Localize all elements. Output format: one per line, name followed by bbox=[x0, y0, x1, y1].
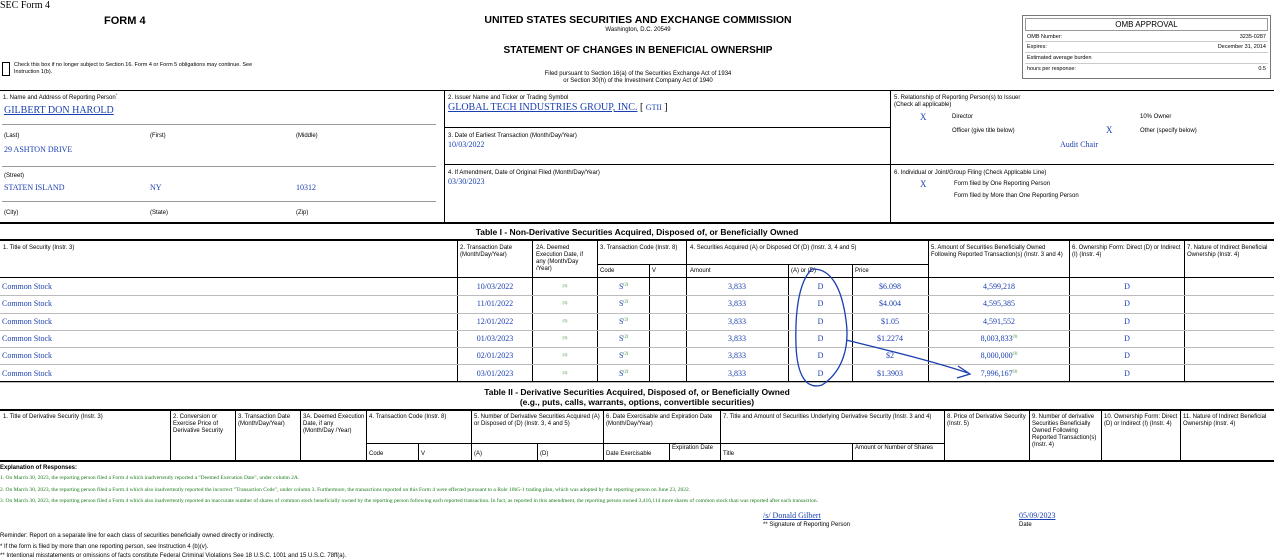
cell-title: Common Stock bbox=[2, 368, 53, 378]
signature-name[interactable]: /s/ Donald Gilbert bbox=[763, 511, 821, 520]
cell-code-footnote: (2) bbox=[623, 350, 629, 356]
cell-form: D bbox=[1124, 282, 1130, 291]
t2-h-v-sub: V bbox=[421, 451, 426, 457]
cell-price: $4.004 bbox=[879, 299, 901, 309]
t2-h-exercisable-sub: Date Exercisable bbox=[606, 451, 652, 457]
t1-h-aord: (A) or (D) bbox=[791, 268, 816, 274]
cell-owned-footnote: (3) bbox=[1012, 333, 1018, 339]
cell-owned-value: 8,003,833 bbox=[980, 333, 1013, 343]
t1-h-owned: 5. Amount of Securities Beneficially Owned Following Reported Transaction(s) (Instr. 3 and 4) bbox=[931, 245, 1063, 258]
last-label: (Last) bbox=[4, 133, 20, 139]
cell-code-footnote: (2) bbox=[623, 367, 629, 373]
other-label: Other (specify below) bbox=[1140, 128, 1197, 134]
director-label: Director bbox=[952, 114, 974, 120]
t2-h-title: 1. Title of Derivative Security (Instr. 3) bbox=[3, 414, 103, 420]
box5-label: 5. Relationship of Reporting Person(s) to Issuer bbox=[894, 95, 1021, 101]
annotation-loop-mark bbox=[796, 269, 847, 386]
cell-code-value: S bbox=[618, 351, 624, 361]
table2-title bbox=[0, 387, 1274, 407]
cell-code-value: S bbox=[618, 299, 624, 309]
cell-title: Common Stock bbox=[2, 299, 53, 309]
omb-expires-value: December 31, 2014 bbox=[1217, 44, 1266, 50]
cell-owned-value: 4,595,385 bbox=[983, 299, 1015, 309]
cell-date: 02/01/2023 bbox=[476, 351, 514, 361]
state-value: NY bbox=[150, 183, 162, 192]
cell-deemed: (1) bbox=[562, 317, 568, 323]
date-label: Date bbox=[1019, 522, 1032, 528]
cell-aord: D bbox=[817, 351, 824, 361]
t2-h-date: 3. Transaction Date (Month/Day/Year) bbox=[238, 414, 291, 427]
cell-deemed: (1) bbox=[562, 334, 568, 340]
signature-date: 05/09/2023 bbox=[1019, 511, 1056, 520]
street-address: 29 ASHTON DRIVE bbox=[4, 145, 73, 154]
t2-h-expiration-sub: Expiration Date bbox=[672, 445, 714, 451]
issuer-line: GLOBAL TECH INDUSTRIES GROUP, INC. [ GTII ] bbox=[448, 102, 668, 113]
cell-aord: D bbox=[817, 316, 824, 326]
cell-owned-footnote: (3) bbox=[1012, 350, 1018, 356]
box3-label: 3. Date of Earliest Transaction (Month/Day/Year) bbox=[448, 133, 577, 139]
cell-owned-value: 8,000,000 bbox=[980, 351, 1013, 361]
cell-date: 11/01/2022 bbox=[476, 299, 514, 309]
explanation-title: Explanation of Responses: bbox=[0, 465, 78, 471]
cell-code-footnote: (2) bbox=[623, 315, 629, 321]
cell-form: D bbox=[1124, 351, 1130, 361]
cell-aord: D bbox=[817, 282, 824, 291]
t1-h-code-sub: Code bbox=[600, 268, 615, 274]
cell-code-value: S bbox=[618, 316, 624, 326]
earliest-transaction-date: 10/03/2022 bbox=[448, 140, 485, 149]
cell-amount: 3,833 bbox=[728, 368, 746, 378]
cell-price: $6.098 bbox=[879, 282, 901, 291]
cell-code-value: S bbox=[618, 282, 624, 291]
statement-title: STATEMENT OF CHANGES IN BENEFICIAL OWNERSHIP bbox=[503, 45, 773, 56]
t1-h-code: 3. Transaction Code (Instr. 8) bbox=[600, 245, 678, 251]
relationship-title: Audit Chair bbox=[1060, 140, 1098, 149]
t2-h-conversion: 2. Conversion or Exercise Price of Derivative Security bbox=[173, 414, 224, 434]
table1-title: Table I - Non-Derivative Securities Acquired, Disposed of, or Beneficially Owned bbox=[475, 227, 799, 237]
omb-number-value: 3235-0287 bbox=[1239, 34, 1266, 40]
omb-hours-label: hours per response: bbox=[1027, 66, 1076, 72]
cell-code-value: S bbox=[618, 333, 624, 343]
t2-h-nature: 11. Nature of Indirect Beneficial Ownership (Instr. 4) bbox=[1183, 414, 1267, 427]
cell-title: Common Stock bbox=[2, 351, 53, 361]
agency-location: Washington, D.C. 20549 bbox=[605, 27, 671, 33]
t2-h-d-sub: (D) bbox=[540, 451, 549, 457]
cell-title: Common Stock bbox=[2, 333, 53, 343]
footer-note-2: ** Intentional misstatements or omissions of facts constitute Federal Criminal Violations See 18 U.S.C. 1001 and 15 U.S.C. 78ff(a). bbox=[0, 553, 347, 559]
cell-owned-value: 7,996,167 bbox=[980, 368, 1013, 378]
owner10-label: 10% Owner bbox=[1140, 114, 1172, 120]
cell-deemed: (1) bbox=[562, 283, 568, 288]
form-title: FORM 4 bbox=[104, 15, 146, 27]
cell-deemed: (1) bbox=[562, 352, 568, 358]
cell-code-footnote: (2) bbox=[623, 333, 629, 339]
cell-form: D bbox=[1124, 333, 1130, 343]
footer-reminder: Reminder: Report on a separate line for each class of securities beneficially owned directly or indirectly. bbox=[0, 533, 275, 539]
cell-title: Common Stock bbox=[2, 282, 53, 291]
explanation-note-1: 1. On March 30, 2023, the reporting person filed a Form 4 which inadvertently reported a "Deemed Execution Date", under column 2A. bbox=[0, 475, 300, 481]
cell-form: D bbox=[1124, 316, 1130, 326]
t2-h-ownership: 10. Ownership Form: Direct (D) or Indirect (I) (Instr. 4) bbox=[1104, 414, 1178, 427]
omb-title: OMB APPROVAL bbox=[1025, 18, 1268, 31]
cell-code-footnote: (2) bbox=[623, 298, 629, 304]
zip-value: 10312 bbox=[296, 183, 316, 192]
more-person-label: Form filed by More than One Reporting Person bbox=[954, 193, 1079, 199]
filed-line-1: Filed pursuant to Section 16(a) of the Securities Exchange Act of 1934 bbox=[544, 71, 732, 77]
cell-price: $1.2274 bbox=[877, 333, 903, 343]
cell-price: $1.05 bbox=[881, 316, 899, 326]
signature-label: ** Signature of Reporting Person bbox=[763, 522, 851, 528]
t2-h-code: 4. Transaction Code (Instr. 8) bbox=[369, 414, 447, 420]
officer-label: Officer (give title below) bbox=[952, 128, 1015, 134]
t2-h-deemed: 3A. Deemed Execution Date, if any (Month/Day /Year) bbox=[303, 414, 365, 434]
t1-h-price: Price bbox=[855, 268, 869, 274]
reporting-person-name-link[interactable]: GILBERT DON HAROLD bbox=[4, 105, 114, 116]
cell-code-footnote: (2) bbox=[623, 281, 629, 287]
cell-amount: 3,833 bbox=[728, 333, 746, 343]
other-mark[interactable]: X bbox=[1106, 125, 1113, 135]
table2-title-line2: (e.g., puts, calls, warrants, options, convertible securities) bbox=[519, 397, 755, 407]
one-person-label: Form filed by One Reporting Person bbox=[954, 181, 1051, 187]
filed-line-2: or Section 30(h) of the Investment Company Act of 1940 bbox=[563, 78, 713, 84]
t2-h-number-owned: 9. Number of derivative Securities Beneficially Owned Following Reported Transaction(s) (Instr. 4) bbox=[1032, 414, 1097, 448]
issuer-name-link[interactable]: GLOBAL TECH INDUSTRIES GROUP, INC. bbox=[448, 102, 638, 113]
t2-h-underlying: 7. Title and Amount of Securities Underlying Derivative Security (Instr. 3 and 4) bbox=[723, 414, 932, 420]
cell-date: 10/03/2022 bbox=[476, 282, 514, 291]
annotation-arrow-line bbox=[846, 340, 968, 373]
omb-hours-value: 0.5 bbox=[1258, 66, 1266, 72]
cell-form: D bbox=[1124, 368, 1130, 378]
omb-expires-label: Expires: bbox=[1027, 44, 1047, 50]
cell-owned-footnote: (3) bbox=[1012, 367, 1018, 373]
t1-h-acquired: 4. Securities Acquired (A) or Disposed Of (D) (Instr. 3, 4 and 5) bbox=[690, 245, 857, 251]
box2-label: 2. Issuer Name and Ticker or Trading Symbol bbox=[448, 95, 569, 101]
middle-label: (Middle) bbox=[296, 133, 318, 139]
agency-title: UNITED STATES SECURITIES AND EXCHANGE COMMISSION bbox=[484, 14, 792, 26]
cell-date: 01/03/2023 bbox=[476, 333, 514, 343]
cell-code-value: S bbox=[618, 368, 624, 378]
t2-h-a-sub: (A) bbox=[474, 451, 482, 457]
sec-form-label: SEC Form 4 bbox=[0, 0, 51, 11]
cell-aord: D bbox=[817, 299, 824, 309]
omb-burden-label: Estimated average burden bbox=[1027, 55, 1092, 61]
city-label: (City) bbox=[4, 210, 19, 216]
cell-title: Common Stock bbox=[2, 316, 53, 326]
cell-amount: 3,833 bbox=[728, 282, 746, 291]
one-person-mark[interactable]: X bbox=[920, 179, 927, 189]
t1-h-nature: 7. Nature of Indirect Beneficial Ownership (Instr. 4) bbox=[1187, 245, 1268, 258]
explanation-note-2: 2. On March 30, 2023, the reporting person filed a Form 4 which also inadvertently reported the incorrect "Transaction Code", under column 3. Furthermore, the transactions reported on this Form 4 were effected pursuant to a Rule 10b5-1 trading plan, which was adopted by the reporting person on June 23, 2022. bbox=[0, 487, 691, 493]
street-label: (Street) bbox=[4, 173, 25, 179]
cell-amount: 3,833 bbox=[728, 316, 746, 326]
cell-date: 03/01/2023 bbox=[476, 368, 514, 378]
cell-aord: D bbox=[817, 333, 824, 343]
cell-aord: D bbox=[817, 368, 824, 378]
box4-label: 4. If Amendment, Date of Original Filed (Month/Day/Year) bbox=[448, 170, 600, 176]
issuer-ticker: GTII bbox=[645, 103, 662, 112]
t2-h-code-sub: Code bbox=[369, 451, 384, 457]
first-label: (First) bbox=[150, 133, 166, 139]
cell-price: $1.3903 bbox=[877, 368, 903, 378]
t1-h-form: 6. Ownership Form: Direct (D) or Indirect (I) (Instr. 4) bbox=[1072, 245, 1181, 258]
amendment-date: 03/30/2023 bbox=[448, 177, 485, 186]
t2-h-number: 5. Number of Derivative Securities Acquired (A) or Disposed of (D) (Instr. 3, 4 and 5) bbox=[474, 414, 600, 427]
cell-amount: 3,833 bbox=[728, 351, 746, 361]
t2-h-amount-sub: Amount or Number of Shares bbox=[855, 445, 934, 451]
t2-h-title-sub: Title bbox=[723, 451, 735, 457]
t2-h-exercisable: 6. Date Exercisable and Expiration Date (Month/Day/Year) bbox=[606, 414, 713, 427]
t1-h-deemed: 2A. Deemed Execution Date, if any (Month/Day /Year) bbox=[536, 245, 584, 272]
table2-title-line1: Table II - Derivative Securities Acquired, Disposed of, or Beneficially Owned bbox=[484, 387, 790, 397]
director-mark[interactable]: X bbox=[920, 112, 927, 122]
t1-h-v-sub: V bbox=[652, 268, 657, 274]
t2-h-price: 8. Price of Derivative Security (Instr. 5) bbox=[947, 414, 1026, 427]
t1-h-date: 2. Transaction Date (Month/Day/Year) bbox=[460, 245, 513, 258]
t1-h-title: 1. Title of Security (Instr. 3) bbox=[3, 245, 75, 251]
cell-date: 12/01/2022 bbox=[476, 316, 514, 326]
cell-deemed: (1) bbox=[562, 369, 568, 375]
city-value: STATEN ISLAND bbox=[4, 183, 65, 192]
box6-label: 6. Individual or Joint/Group Filing (Check Applicable Line) bbox=[894, 170, 1047, 176]
box1-label: 1. Name and Address of Reporting Person* bbox=[3, 92, 118, 101]
zip-label: (Zip) bbox=[296, 210, 309, 216]
cell-owned-value: 4,591,552 bbox=[983, 316, 1015, 326]
cell-deemed: (1) bbox=[562, 300, 568, 306]
cell-amount: 3,833 bbox=[728, 299, 746, 309]
cell-price: $2 bbox=[886, 351, 894, 361]
t1-h-amount: Amount bbox=[690, 268, 711, 274]
cell-owned-value: 4,599,218 bbox=[983, 282, 1015, 291]
omb-number-label: OMB Number: bbox=[1027, 34, 1063, 40]
section16-checkbox-text: Check this box if no longer subject to Section 16. Form 4 or Form 5 obligations may continue. See Instruction 1(b). bbox=[14, 62, 253, 75]
state-label: (State) bbox=[150, 210, 169, 216]
footer-note-1: * If the form is filed by more than one reporting person, see Instruction 4 (b)(v). bbox=[0, 544, 209, 550]
explanation-note-3: 3. On March 30, 2023, the reporting person filed a Form 4 which also inadvertently reported an inaccurate number of shares of common stock beneficially owned by the reporting person following each reported transaction. In fact, as reported in this amendment, the reporting person owned 3,416,114 more shares of common stock than was reported after each transaction. bbox=[0, 498, 818, 504]
cell-form: D bbox=[1124, 299, 1130, 309]
box5-sub: (Check all applicable) bbox=[894, 102, 952, 108]
